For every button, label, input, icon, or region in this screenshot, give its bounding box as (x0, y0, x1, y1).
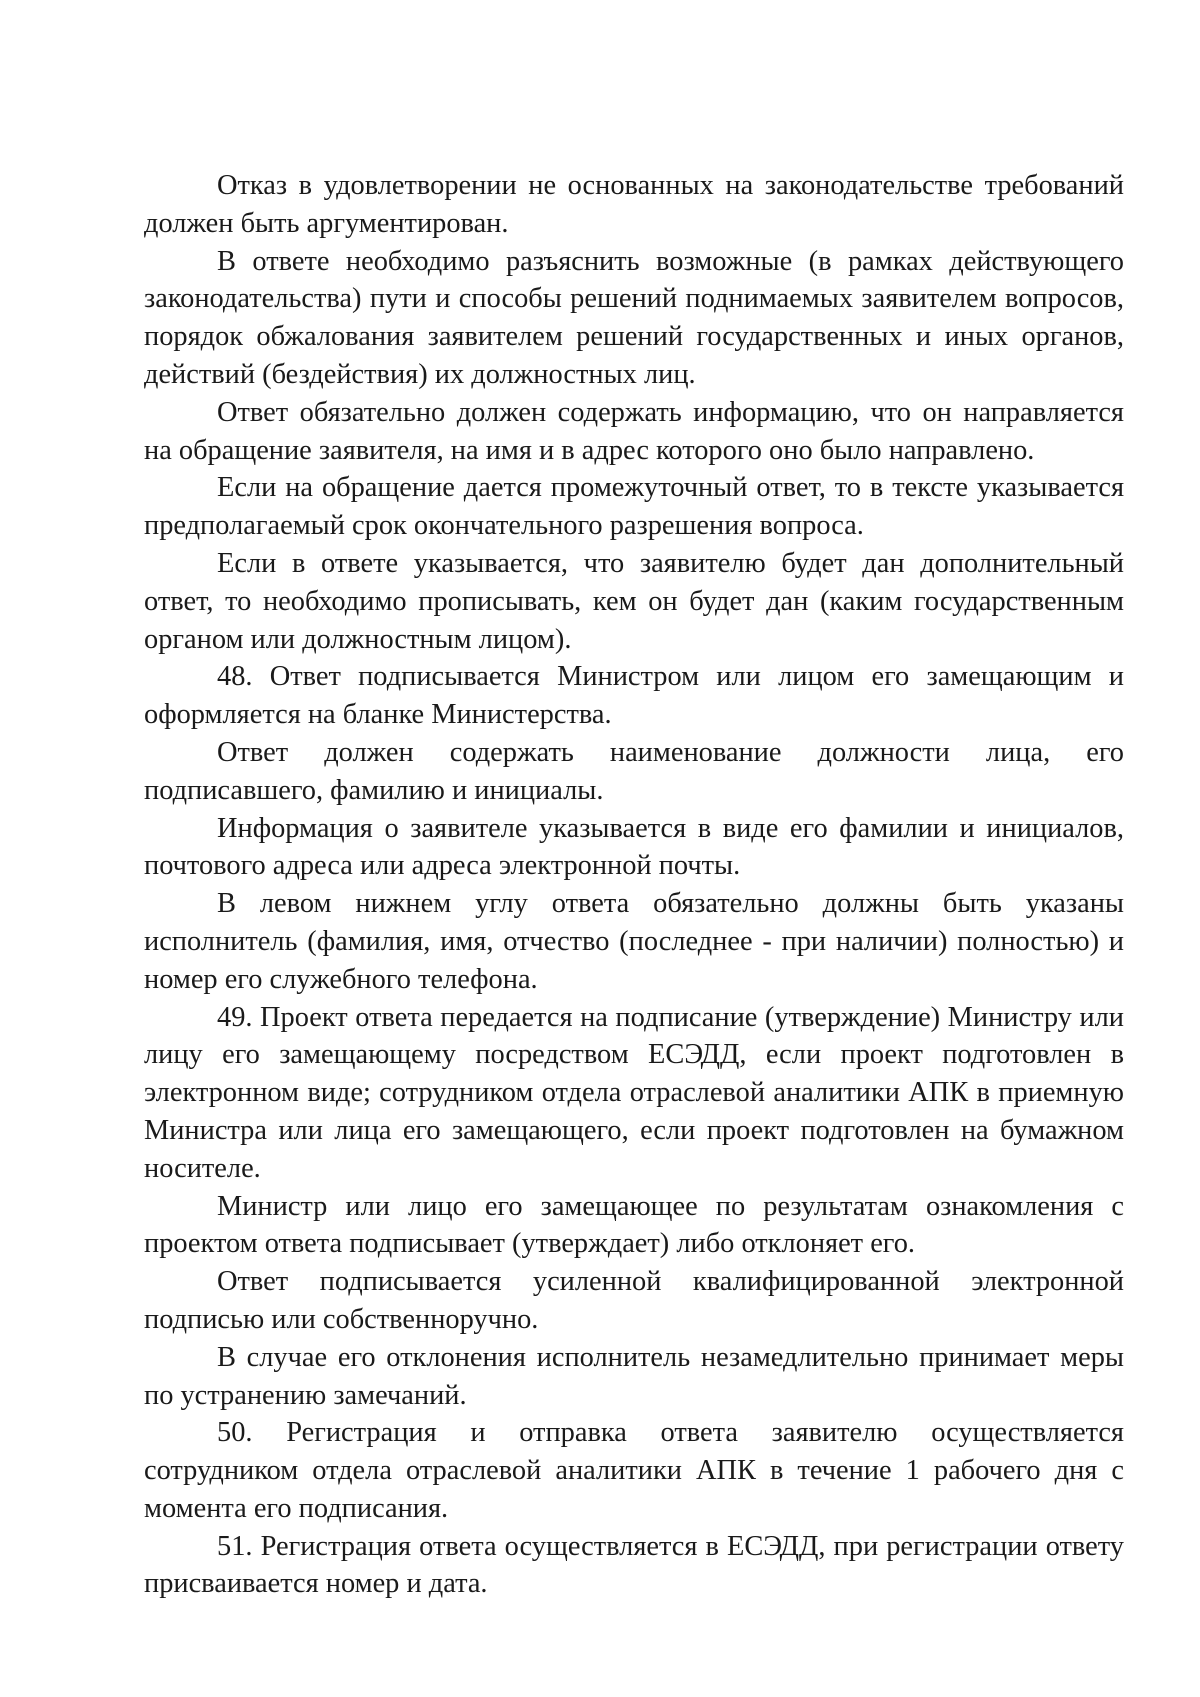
paragraph-refusal-justification: Отказ в удовлетворении не основанных на законодательстве требований должен быть аргументирован. (144, 170, 1124, 239)
paragraph-rejection-handling: В случае его отклонения исполнитель незамедлительно принимает меры по устранению замечаний. (144, 1341, 1124, 1411)
paragraph-item-48: 48. Ответ подписывается Министром или лицом его замещающим и оформляется на бланке Министерства. (144, 661, 1124, 731)
paragraph-item-50: 50. Регистрация и отправка ответа заявителю осуществляется сотрудником отдела отраслевой аналитики АПК в течение 1 рабочего дня с момента его подписания. (144, 1417, 1124, 1524)
paragraph-explain-ways: В ответе необходимо разъяснить возможные (в рамках действующего законодательства) пути и способы решений поднимаемых заявителем вопросов, порядок обжалования заявителем решений государственных и иных органов, действий (бездействия) их должностных лиц. (144, 245, 1124, 390)
paragraph-executor-info: В левом нижнем углу ответа обязательно должны быть указаны исполнитель (фамилия, имя, отчество (последнее - при наличии) полностью) и номер его служебного телефона. (144, 888, 1124, 995)
document-body (144, 167, 1124, 1603)
paragraph-item-49: 49. Проект ответа передается на подписание (утверждение) Министру или лицу его замещающему посредством ЕСЭДД, если проект подготовлен в электронном виде; сотрудником отдела отраслевой аналитики АПК в приемную Министра или лица его замещающего, если проект подготовлен на бумажном носителе. (144, 1001, 1124, 1184)
paragraph-minister-review: Министр или лицо его замещающее по результатам ознакомления с проектом ответа подписывает (утверждает) либо отклоняет его. (144, 1190, 1124, 1260)
paragraph-response-addressee: Ответ обязательно должен содержать информацию, что он направляется на обращение заявителя, на имя и в адрес которого оно было направлено. (144, 396, 1124, 466)
paragraph-item-51: 51. Регистрация ответа осуществляется в ЕСЭДД, при регистрации ответу присваивается номер и дата. (144, 1530, 1124, 1600)
paragraph-interim-response: Если на обращение дается промежуточный ответ, то в тексте указывается предполагаемый срок окончательного разрешения вопроса. (144, 472, 1124, 542)
paragraph-applicant-info: Информация о заявителе указывается в виде его фамилии и инициалов, почтового адреса или адреса электронной почты. (144, 812, 1124, 882)
paragraph-signature-method: Ответ подписывается усиленной квалифицированной электронной подписью или собственноручно. (144, 1266, 1124, 1335)
paragraph-additional-response: Если в ответе указывается, что заявителю будет дан дополнительный ответ, то необходимо прописывать, кем он будет дан (каким государственным органом или должностным лицом). (144, 547, 1124, 655)
paragraph-signer-details: Ответ должен содержать наименование должности лица, его подписавшего, фамилию и инициалы. (144, 736, 1124, 806)
